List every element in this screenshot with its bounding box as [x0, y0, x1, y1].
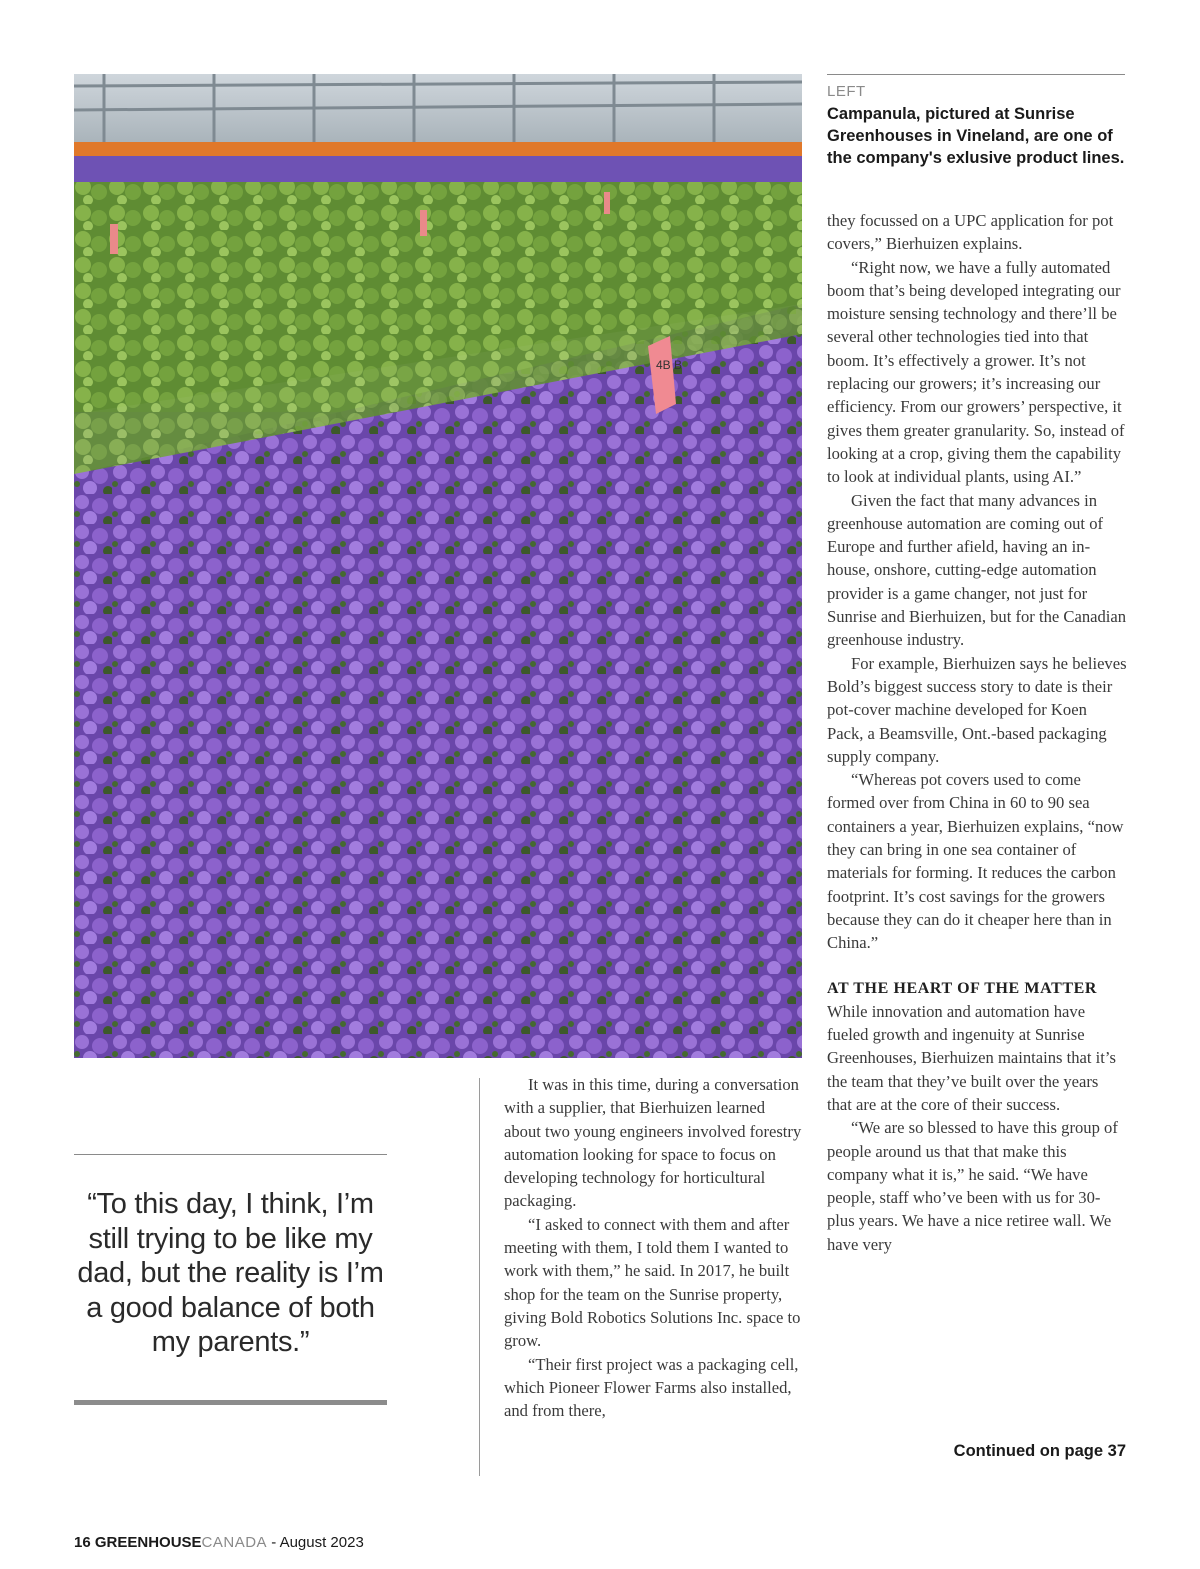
pull-quote-text: “To this day, I think, I’m still trying to be like my dad, but the reality is I’m a good balance of both my parents.”	[77, 1188, 384, 1358]
greenhouse-photo	[74, 74, 802, 1058]
right-column	[827, 209, 1127, 1256]
magazine-name-2: CANADA	[201, 1534, 268, 1551]
paragraph: “Right now, we have a fully automated boom that’s being developed integrating our moisture sensing technology and there’ll be several other technologies tied into that boom. It’s effectively a grower. It’s not replacing our growers; it’s increasing our efficiency. From our growers’ perspective, it gives them greater granularity. So, instead of looking at a crop, giving them the capability to look at individual plants, using AI.”	[827, 257, 1125, 487]
paragraph: While innovation and automation have fueled growth and ingenuity at Sunrise Greenhouses, Bierhuizen maintains that it’s the team that they’ve built over the years that are at the core of their success.	[827, 1001, 1116, 1114]
column-divider	[479, 1078, 480, 1476]
issue-date: - August 2023	[271, 1534, 364, 1551]
photo-caption	[827, 74, 1125, 169]
paragraph: “Their first project was a packaging cell, which Pioneer Flower Farms also installed, and from there,	[504, 1354, 799, 1421]
paragraph: Given the fact that many advances in greenhouse automation are coming out of Europe and further afield, having an in-house, onshore, cutting-edge automation provider is a game changer, not just for Sunrise and Bierhuizen, but for the Canadian greenhouse industry.	[827, 490, 1127, 650]
continued-link[interactable]: Continued on page 37	[953, 1442, 1126, 1460]
plant-tag-text: 4B B	[656, 358, 683, 372]
paragraph: “I asked to connect with them and after meeting with them, I told them I wanted to work with them,” he said. In 2017, he built shop for the team on the Sunrise property, giving Bold Robotics Solutions Inc. space to grow.	[504, 1214, 801, 1351]
paragraph: It was in this time, during a conversation with a supplier, that Bierhuizen learned about two young engineers involved forestry automation looking for space to focus on developing technology for horticultural packaging.	[504, 1075, 802, 1211]
campanula-image	[74, 74, 802, 1058]
page-number: 16	[74, 1534, 91, 1551]
paragraph: they focussed on a UPC application for pot covers,” Bierhuizen explains.	[827, 211, 1114, 254]
caption-label: LEFT	[827, 83, 866, 100]
pull-quote-bottom-rule	[74, 1400, 387, 1405]
middle-column	[504, 1073, 804, 1422]
page-footer	[74, 1534, 364, 1551]
paragraph: “We are so blessed to have this group of people around us that that make this company what it is,” he said. “We have people, staff who’ve been with us for 30-plus years. We have a nice retiree wall. We have very	[827, 1118, 1118, 1254]
paragraph: “Whereas pot covers used to come formed over from China in 60 to 90 sea containers a year, Bierhuizen explains, “now they can bring in one sea container of materials for forming. It reduces the carbon footprint. It’s cost savings for the growers because they can do it cheaper here than in China.”	[827, 770, 1124, 953]
caption-text: Campanula, pictured at Sunrise Greenhouses in Vineland, are one of the company's exlusive product lines.	[827, 105, 1125, 167]
magazine-name: GREENHOUSE	[94, 1534, 202, 1551]
pull-quote-top-rule	[74, 1154, 387, 1155]
paragraph: For example, Bierhuizen says he believes Bold’s biggest success story to date is their pot-cover machine developed for Koen Pack, a Beamsville, Ont.-based packaging supply company.	[827, 653, 1127, 766]
pull-quote	[74, 1154, 387, 1405]
subhead: AT THE HEART OF THE MATTER	[827, 979, 1098, 997]
